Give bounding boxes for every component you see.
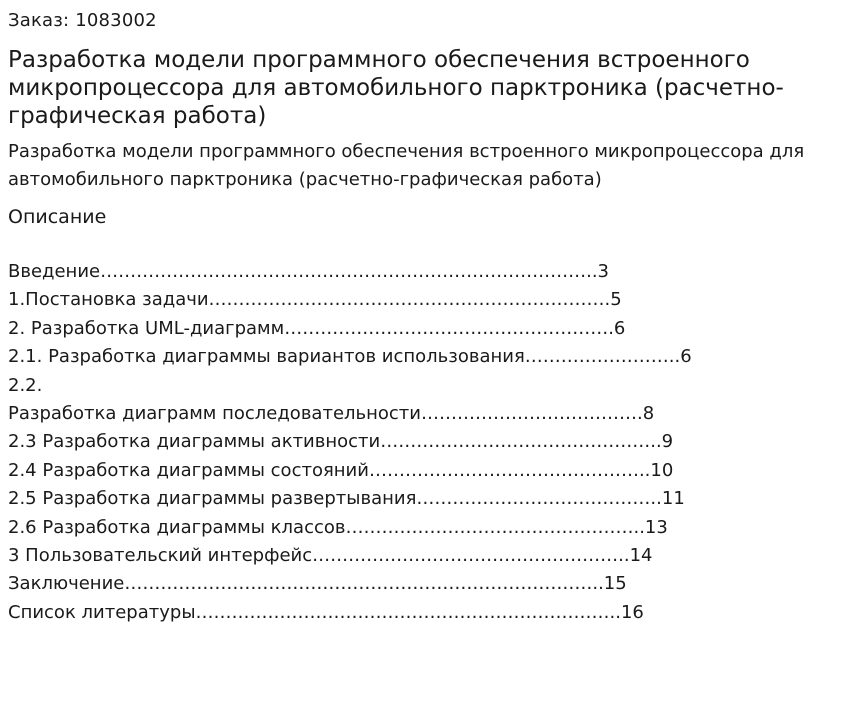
toc-item: 2.6 Разработка диаграммы классов…………………………………………..13 [8,516,668,538]
page-title: Разработка модели программного обеспечения встроенного микропроцессора для автомобильного парктроника (расчетно-графическая работа) [8,47,784,129]
toc-item: Список литературы……………………………………………………………..16 [8,601,644,623]
toc-item: 2.1. Разработка диаграммы вариантов использования……………………..6 [8,346,692,368]
toc-item: Разработка диаграмм последовательности……………………………….8 [8,403,655,425]
toc-item: 2. Разработка UML-диаграмм……………………………………………….6 [8,317,626,339]
description-heading: Описание [8,206,107,228]
page-subtitle: Разработка модели программного обеспечения встроенного микропроцессора для автомобильного парктроника (расчетно-графическая работа) [8,141,805,190]
toc-item: 2.5 Разработка диаграммы развертывания…………………………………..11 [8,488,685,510]
toc-item: 1.Постановка задачи………………………………………………………….5 [8,289,622,311]
toc-item: 2.2. [8,374,43,396]
toc-item: Заключение……………………………………………………………………..15 [8,573,627,595]
toc-item: Введение………………………………………………………………………..3 [8,261,609,282]
order-number: Заказ: 1083002 [8,10,157,31]
toc-item: 2.4 Разработка диаграммы состояний………………………………………..10 [8,459,674,481]
table-of-contents [8,258,839,627]
toc-item: 3 Пользовательский интерфейс……………………………………………..14 [8,545,653,567]
toc-item: 2.3 Разработка диаграммы активности………………………………………..9 [8,431,674,453]
